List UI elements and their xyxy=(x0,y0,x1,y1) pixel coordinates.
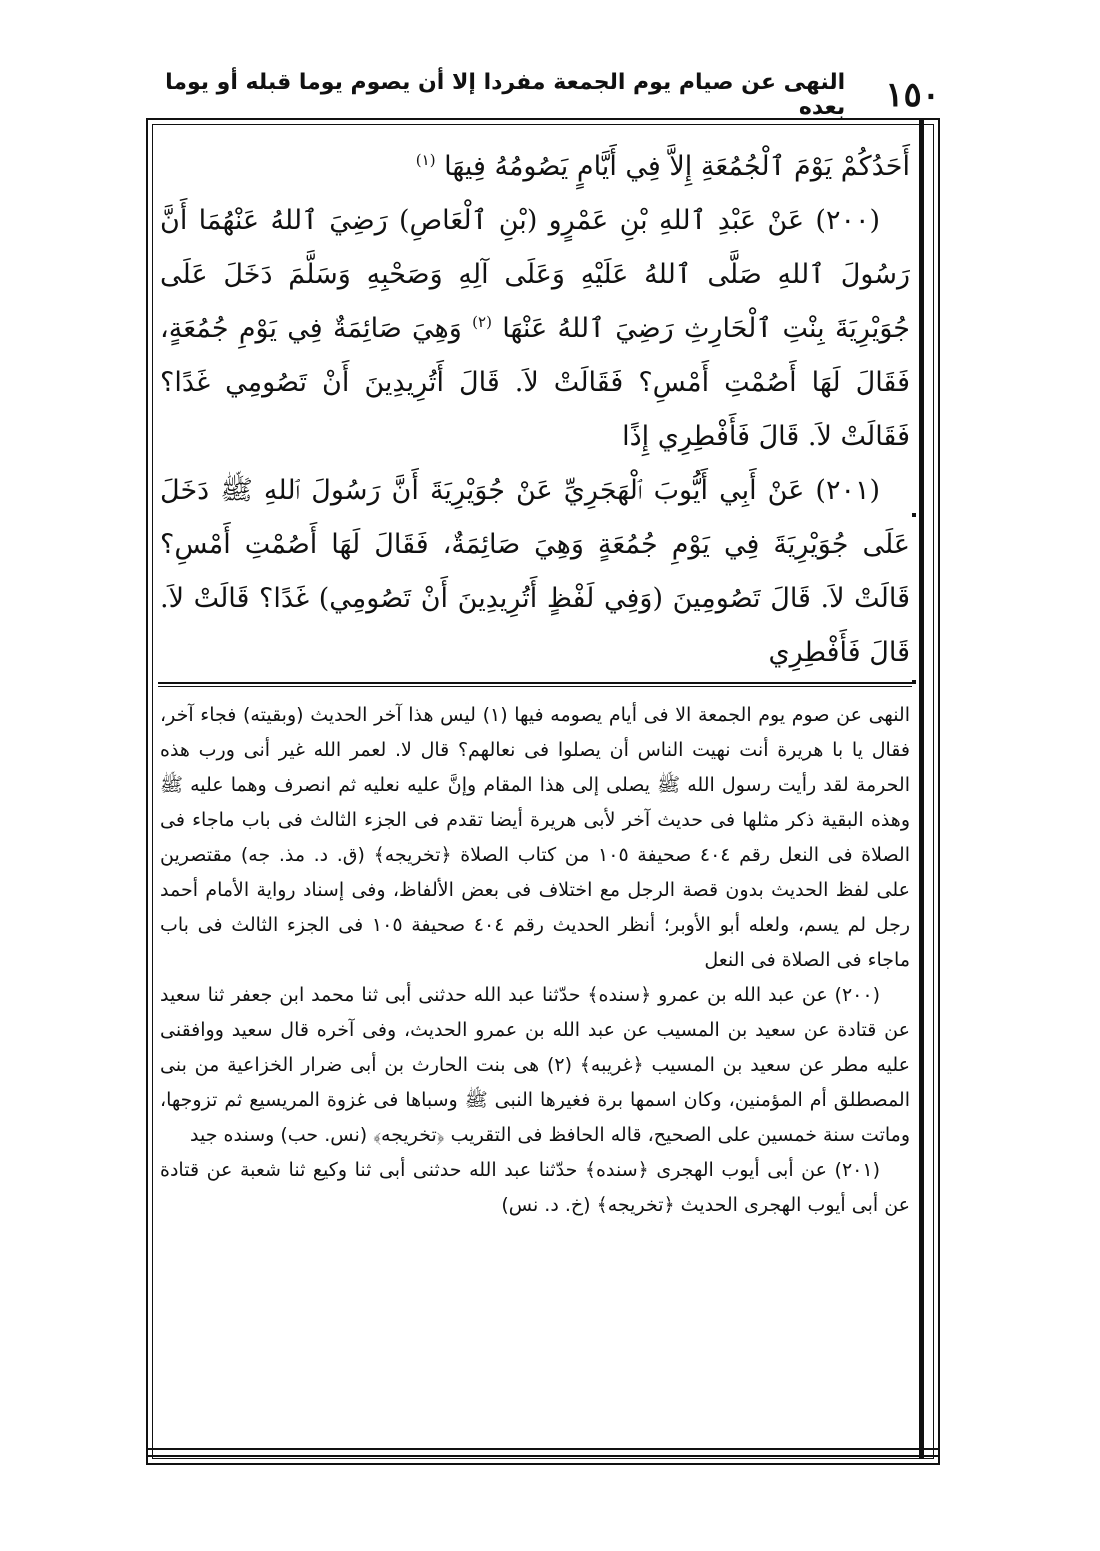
note-200: (٢٠٠) عن عبد الله بن عمرو ﴿سنده﴾ حدّثنا عبد الله حدثنى أبى ثنا محمد ابن جعفر ثنا سعيد عن قتادة عن سعيد بن المسيب عن عبد الله بن عمرو الحديث، وفى آخره قال سعيد ووافقنى عليه مطر عن سعيد بن المسيب ﴿غريبه﴾ (٢) هى بنت الحارث بن أبى ضرار الخزاعية من بنى المصطلق أم المؤمنين، وكان اسمها برة فغيرها النبى ﷺ وسباها فى غزوة المريسيع ثم تزوجها، وماتت سنة خمسين على الصحيح، قاله الحافظ فى التقريب ﴿تخريجه﴾ (نس. حب) وسنده جيد xyxy=(160,984,910,1146)
hadith-200-text-a: (٢٠٠) عَنْ عَبْدِ ٱللهِ بْنِ عَمْرٍو (بْنِ ٱلْعَاصِ) رَضِيَ ٱللهُ عَنْهُمَا أَنَّ رَسُولَ ٱللهِ صَلَّى ٱللهُ عَلَيْهِ وَعَلَى آلِهِ وَصَحْبِهِ وَسَلَّمَ دَخَلَ عَلَى جُوَيْرِيَةَ بِنْتِ ٱلْحَارِثِ رَضِيَ ٱللهُ عَنْهَا xyxy=(160,205,910,344)
footnote-marker: (٢) xyxy=(472,313,492,331)
continued-line xyxy=(160,140,910,194)
hadith-text xyxy=(160,140,910,680)
commentary-notes xyxy=(160,698,910,1223)
note-201: (٢٠١) عن أبى أيوب الهجرى ﴿سنده﴾ حدّثنا عبد الله حدثنى أبى ثنا وكيع ثنا شعبة عن قتادة عن أبى أيوب الهجرى الحديث ﴿تخريجه﴾ (خ. د. نس) xyxy=(160,1159,910,1216)
hadith-200-text-b: وَهِيَ صَائِمَةٌ فِي يَوْمِ جُمُعَةٍ، فَقَالَ لَهَا أَصُمْتِ أَمْسِ؟ فَقَالَتْ لاَ. قَالَ أَتُرِيدِينَ أَنْ تَصُومِي غَدًا؟ فَقَالَتْ لاَ. قَالَ فَأَفْطِرِي إِذًا xyxy=(160,313,910,452)
hadith-200 xyxy=(160,194,910,464)
page-header xyxy=(140,72,940,118)
bottom-rule xyxy=(146,1448,938,1450)
frame-right-border xyxy=(919,120,924,1459)
margin-mark xyxy=(912,680,916,684)
running-title: النهى عن صيام يوم الجمعة مفردا إلا أن يصوم يوما قبله أو يوما بعده xyxy=(165,70,846,120)
note-1: النهى عن صوم يوم الجمعة الا فى أيام يصومه فيها (١) ليس هذا آخر الحديث (وبقيته) فجاء آخر، فقال يا با هريرة أنت نهيت الناس أن يصلوا فى نعالهم؟ قال لا. لعمر الله غير أنى ورب هذه الحرمة لقد رأيت رسول الله ﷺ يصلى إلى هذا المقام وإنَّ عليه نعليه ثم انصرف وهما عليه ﷺ وهذه البقية ذكر مثلها فى حديث آخر لأبى هريرة أيضا تقدم فى الجزء الثالث فى باب ماجاء فى الصلاة فى النعل رقم ٤٠٤ صحيفة ١٠٥ من كتاب الصلاة ﴿تخريجه﴾ (ق. د. مذ. جه) مقتصرين على لفظ الحديث بدون قصة الرجل مع اختلاف فى بعض الألفاظ، وفى إسناد رواية الأمام أحمد رجل لم يسم، ولعله أبو الأوبر؛ أنظر الحديث رقم ٤٠٤ صحيفة ١٠٥ فى الجزء الثالث فى باب ماجاء فى الصلاة فى النعل xyxy=(160,704,911,971)
continued-text: أَحَدُكُمْ يَوْمَ ٱلْجُمُعَةِ إِلاَّ فِي أَيَّامٍ يَصُومُهُ فِيهَا xyxy=(444,151,910,182)
footnote-marker: (١) xyxy=(415,151,436,169)
page-number: ١٥٠ xyxy=(885,75,940,115)
section-divider-thin xyxy=(158,686,912,687)
section-divider xyxy=(158,682,912,684)
hadith-201: (٢٠١) عَنْ أَبِي أَيُّوبَ ٱلْهَجَرِيِّ عَنْ جُوَيْرِيَةَ أَنَّ رَسُولَ ٱللهِ ﷺ دَخَلَ عَلَى جُوَيْرِيَةَ فِي يَوْمِ جُمُعَةٍ وَهِيَ صَائِمَةٌ، فَقَالَ لَهَا أَصُمْتِ أَمْسِ؟ قَالَتْ لاَ. قَالَ تَصُومِينَ (وَفِي لَفْظٍ أَتُرِيدِينَ أَنْ تَصُومِي) غَدًا؟ قَالَتْ لاَ. قَالَ فَأَفْطِرِي xyxy=(160,475,910,668)
bottom-rule xyxy=(146,1455,938,1457)
margin-mark xyxy=(912,513,916,517)
